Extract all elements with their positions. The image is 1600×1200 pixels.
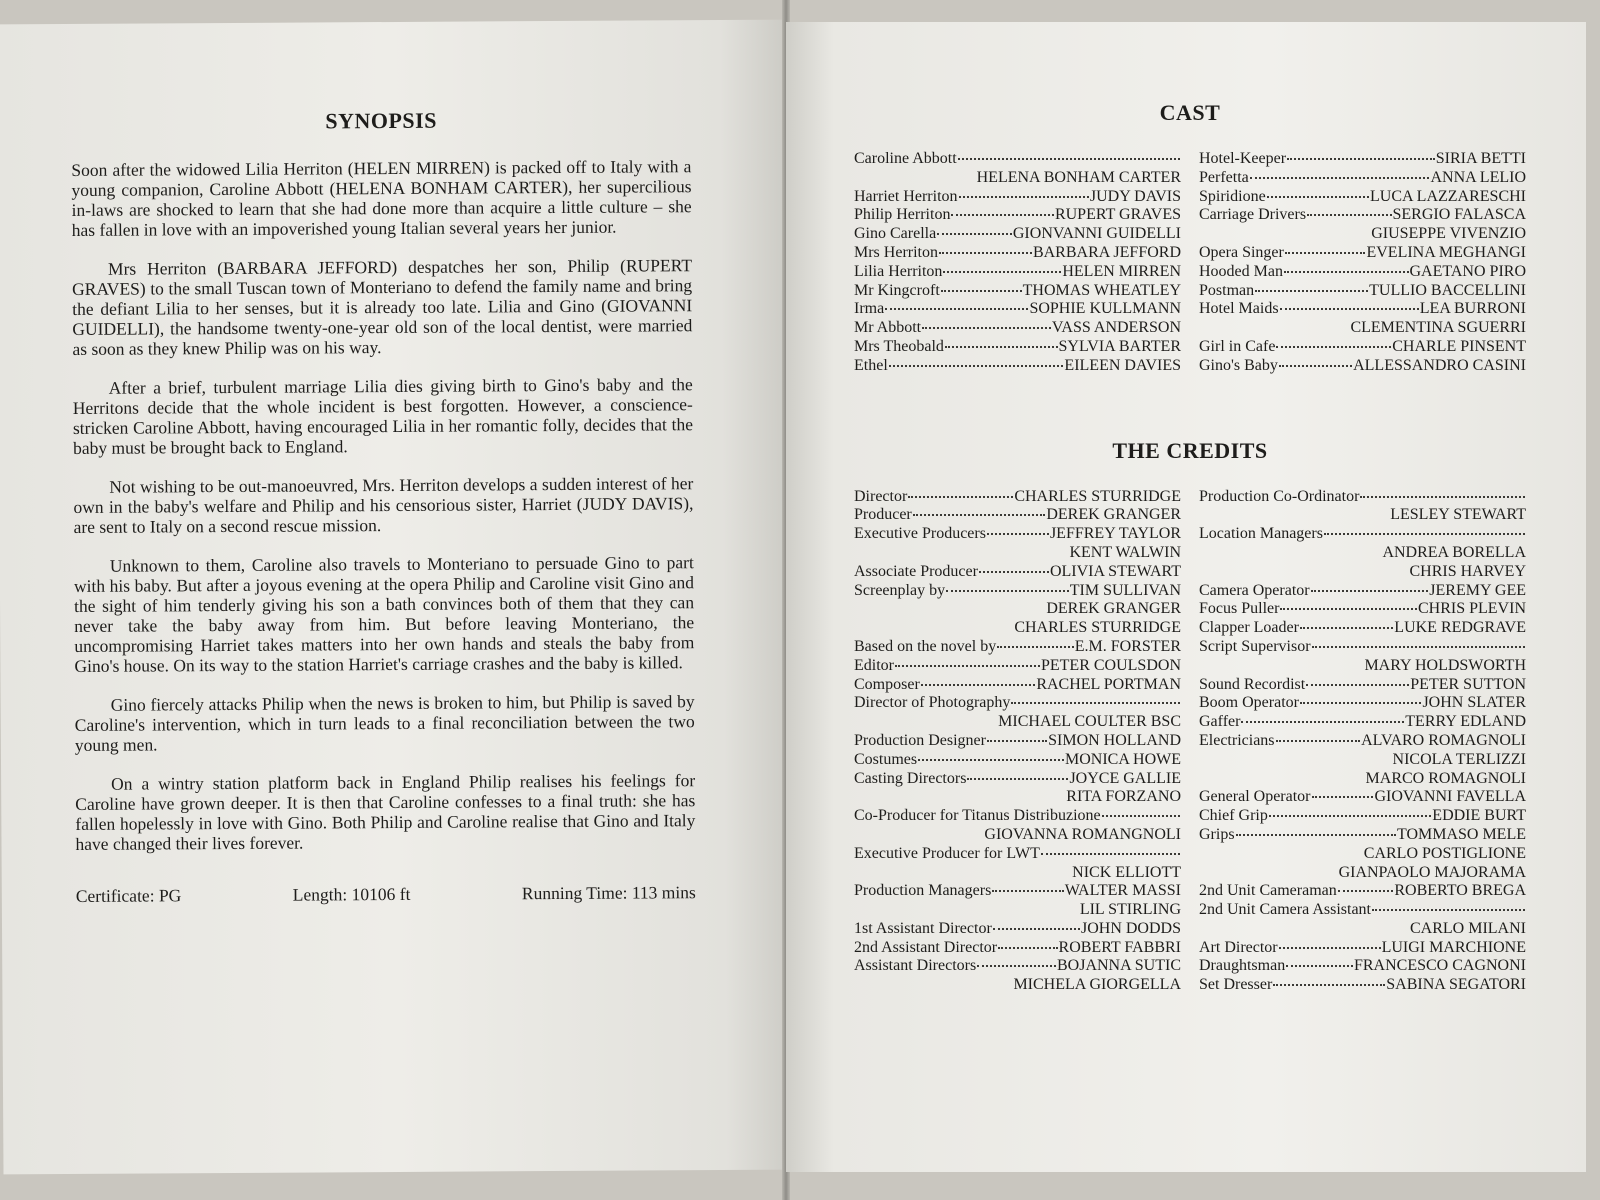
- dot-leader: [951, 213, 1054, 216]
- credit-row: [1199, 939, 1526, 958]
- credit-name: GIOVANNI FAVELLA: [1374, 788, 1526, 806]
- credit-role: Production Managers: [854, 882, 992, 900]
- credit-name: EILEEN DAVIES: [1064, 356, 1181, 374]
- credit-name: CHARLE PINSENT: [1392, 337, 1526, 355]
- credits-title: THE CREDITS: [1112, 437, 1268, 463]
- dot-leader: [885, 307, 1028, 310]
- dot-leader: [958, 157, 1180, 160]
- cast-column-left: [854, 150, 1181, 376]
- dot-leader: [977, 964, 1056, 967]
- dot-leader: [987, 739, 1047, 742]
- credit-role: Camera Operator: [1199, 581, 1310, 599]
- dot-leader: [1300, 701, 1421, 704]
- credit-name: SIRIA BETTI: [1435, 150, 1526, 167]
- credit-name: OLIVIA STEWART: [1049, 562, 1181, 580]
- credit-role: Gaffer: [1199, 713, 1241, 731]
- credit-name: ALVARO ROMAGNOLI: [1361, 731, 1526, 749]
- credit-role: Mr Kingcroft: [854, 281, 940, 299]
- dot-leader: [921, 683, 1036, 686]
- credit-name-continued: NICK ELLIOTT: [1072, 863, 1181, 881]
- credit-name: FRANCESCO CAGNONI: [1353, 957, 1526, 975]
- credit-name-continued: KENT WALWIN: [1069, 543, 1181, 561]
- dot-leader: [1372, 908, 1525, 911]
- credit-name: JOHN DODDS: [1080, 919, 1181, 937]
- dot-leader: [1267, 195, 1369, 198]
- synopsis-title: SYNOPSIS: [325, 107, 437, 134]
- credit-role: Draughtsman: [1199, 957, 1286, 975]
- credit-role: Gino's Baby: [1199, 356, 1278, 374]
- dot-leader: [1250, 176, 1430, 179]
- credit-row: [854, 732, 1181, 751]
- credit-role: Postman: [1199, 281, 1255, 299]
- credit-row: [1199, 206, 1526, 225]
- credit-row: [1199, 957, 1526, 976]
- credit-row: [1199, 638, 1526, 657]
- credit-name: WALTER MASSI: [1064, 882, 1181, 900]
- synopsis-paragraph: On a wintry station platform back in England Philip realises his feelings for Caroline have grown deeper. It is then that Caroline confesses to a final truth: she has fallen hopelessly in love with Gino. Both Philip and Caroline realise that Gino and Italy have changed their lives forever.: [75, 770, 696, 854]
- dot-leader: [959, 195, 1089, 198]
- dot-leader: [1284, 270, 1409, 273]
- credit-name-continued: GIOVANNA ROMANGNOLI: [984, 825, 1181, 843]
- credit-role: Associate Producer: [854, 562, 978, 580]
- credit-row: [854, 676, 1181, 695]
- dot-leader: [943, 270, 1061, 273]
- credit-name-continued: CHRIS HARVEY: [1409, 562, 1526, 580]
- dot-leader: [1236, 833, 1396, 836]
- credit-row: [854, 188, 1181, 207]
- dot-leader: [1276, 345, 1391, 348]
- credit-name: LUIGI MARCHIONE: [1381, 938, 1526, 956]
- credit-row: [854, 920, 1181, 939]
- dot-leader: [945, 345, 1058, 348]
- credit-role: Costumes: [854, 750, 918, 768]
- right-page: [786, 22, 1586, 1172]
- dot-leader: [939, 251, 1032, 254]
- dot-leader: [1276, 739, 1361, 742]
- credit-name-continued: DEREK GRANGER: [1046, 600, 1181, 618]
- credit-name-continued: MARCO ROMAGNOLI: [1365, 769, 1526, 787]
- dot-leader: [992, 889, 1063, 892]
- credit-row: [854, 506, 1181, 525]
- credit-row: [854, 282, 1181, 301]
- film-details: [76, 882, 696, 907]
- credit-row: [854, 694, 1181, 713]
- credit-name: PETER COULSDON: [1040, 656, 1181, 674]
- synopsis-paragraph: Unknown to them, Caroline also travels to Monteriano to persuade Gino to part with his baby. But after a joyous evening at the opera Philip and Caroline visit Gino and the sight of him tenderly giving his son a bath convinces both of them that they can never take the baby away from him. But before leaving Monteriano, the uncompromising Harriet takes matters into her own hands and steals the baby from Gino's house. On its way to the station Harriet's carriage crashes and the baby is killed.: [73, 552, 695, 676]
- credit-name-continued: CHARLES STURRIDGE: [1014, 619, 1181, 637]
- credit-name: SERGIO FALASCA: [1392, 206, 1526, 224]
- dot-leader: [1324, 532, 1525, 535]
- credit-name: MONICA HOWE: [1065, 750, 1181, 768]
- dot-leader: [993, 927, 1080, 930]
- credit-role: Grips: [1199, 825, 1235, 843]
- credit-name-continued: LIL STIRLING: [1079, 901, 1181, 919]
- credit-row: [1199, 244, 1526, 263]
- credit-role: Mr Abbott: [854, 319, 922, 337]
- credit-row: [854, 807, 1181, 826]
- certificate: Certificate: PG: [75, 885, 182, 906]
- credit-role: 2nd Unit Camera Assistant: [1199, 901, 1371, 919]
- credit-role: Editor: [854, 656, 894, 674]
- credit-role: Composer: [854, 675, 920, 693]
- credit-name: TOMMASO MELE: [1396, 825, 1526, 843]
- credit-row: [1199, 713, 1526, 732]
- credit-name: ROBERT FABBRI: [1058, 938, 1181, 956]
- credit-name-continued: MICHAEL COULTER BSC: [998, 713, 1181, 731]
- credit-row: [854, 638, 1181, 657]
- credits-list: [854, 488, 1526, 996]
- credit-row: [854, 300, 1181, 319]
- credit-role: Chief Grip: [1199, 807, 1268, 825]
- credit-row: [1199, 150, 1526, 169]
- dot-leader: [1338, 889, 1394, 892]
- credit-name: LEA BURRONI: [1419, 300, 1526, 318]
- dot-leader: [1102, 814, 1180, 817]
- dot-leader: [1241, 720, 1404, 723]
- credit-row: [854, 957, 1181, 976]
- credit-role: Production Designer: [854, 731, 986, 749]
- dot-leader: [908, 495, 1013, 498]
- dot-leader: [1280, 307, 1419, 310]
- credit-name: RACHEL PORTMAN: [1036, 675, 1181, 693]
- dot-leader: [1280, 607, 1417, 610]
- credit-row: [854, 244, 1181, 263]
- credit-role: Script Supervisor: [1199, 637, 1311, 655]
- credit-row: [1199, 976, 1526, 995]
- credit-role: Co-Producer for Titanus Distribuzione: [854, 807, 1101, 825]
- credit-row: [1199, 582, 1526, 601]
- credit-role: Screenplay by: [854, 581, 946, 599]
- credit-row: [854, 150, 1181, 169]
- credit-name: JOYCE GALLIE: [1069, 769, 1181, 787]
- dot-leader: [997, 645, 1074, 648]
- dot-leader: [987, 532, 1049, 535]
- credit-row: [854, 319, 1181, 338]
- credit-row: [854, 882, 1181, 901]
- dot-leader: [1307, 213, 1391, 216]
- credit-role: Producer: [854, 506, 912, 524]
- credit-role: Spiridione: [1199, 187, 1266, 205]
- synopsis-paragraph: Mrs Herriton (BARBARA JEFFORD) despatches her son, Philip (RUPERT GRAVES) to the small Tuscan town of Monteriano to defend the family name and bring the defiant Lilia to her senses, but it is already too late. Lilia and Gino (GIOVANNI GUIDELLI), the handsome twenty-one-year old son of the local dentist, were married as soon as they knew Philip was on his way.: [72, 255, 693, 359]
- credit-row: [1199, 169, 1526, 188]
- credit-row: [1199, 788, 1526, 807]
- credit-row: [1199, 282, 1526, 301]
- synopsis-paragraph: Not wishing to be out-manoeuvred, Mrs. Herriton develops a sudden interest of her own in the baby's welfare and Philip and his censorious sister, Harriet (JUDY DAVIS), are sent to Italy on a second rescue mission.: [73, 473, 694, 537]
- synopsis-paragraph: After a brief, turbulent marriage Lilia dies giving birth to Gino's baby and the Herritons decide that the whole incident is best forgotten. However, a conscience-stricken Caroline Abbott, having encouraged Lilia in her romantic folly, decides that the baby must be brought back to England.: [72, 374, 694, 458]
- credit-role: 2nd Assistant Director: [854, 938, 998, 956]
- credit-name: LUCA LAZZARESCHI: [1370, 187, 1526, 205]
- credit-row: [854, 357, 1181, 376]
- credit-name: JUDY DAVIS: [1089, 187, 1181, 205]
- credit-name: SOPHIE KULLMANN: [1029, 300, 1181, 318]
- dot-leader: [1285, 251, 1366, 254]
- credit-row: [1199, 694, 1526, 713]
- credit-name: SABINA SEGATORI: [1386, 976, 1526, 994]
- credit-row: [1199, 807, 1526, 826]
- credit-name: THOMAS WHEATLEY: [1022, 281, 1181, 299]
- credit-name: BARBARA JEFFORD: [1032, 243, 1181, 261]
- credit-row: [854, 845, 1181, 864]
- credit-name: LUKE REDGRAVE: [1394, 619, 1526, 637]
- credit-row: [854, 751, 1181, 770]
- dot-leader: [918, 758, 1064, 761]
- cast-list: [854, 150, 1526, 376]
- left-page: [0, 20, 790, 1175]
- synopsis-paragraph: Soon after the widowed Lilia Herriton (HELEN MIRREN) is packed off to Italy with a young companion, Caroline Abbott (HELENA BONHAM CARTER), her supercilious in-laws are shocked to learn that she had done more than acquire a little culture – she has fallen in love with an impoverished young Italian several years her junior.: [71, 156, 692, 240]
- credit-role: Director: [854, 487, 908, 505]
- credit-name: CHRIS PLEVIN: [1417, 600, 1526, 618]
- credit-name: PETER SUTTON: [1410, 675, 1526, 693]
- credit-role: Caroline Abbott: [854, 150, 957, 167]
- credit-name: TERRY EDLAND: [1405, 713, 1526, 731]
- dot-leader: [913, 513, 1046, 516]
- dot-leader: [1306, 683, 1409, 686]
- dot-leader: [1311, 589, 1429, 592]
- dot-leader: [1279, 946, 1381, 949]
- dot-leader: [922, 326, 1051, 329]
- credit-name-continued: GIUSEPPE VIVENZIO: [1371, 225, 1526, 243]
- dot-leader: [998, 946, 1057, 949]
- dot-leader: [889, 364, 1064, 367]
- credit-name-continued: MARY HOLDSWORTH: [1364, 656, 1526, 674]
- credit-name: JEFFREY TAYLOR: [1049, 525, 1181, 543]
- dot-leader: [1273, 983, 1385, 986]
- dot-leader: [1011, 701, 1180, 704]
- credit-role: Girl in Cafe: [1199, 337, 1276, 355]
- credit-name-continued: MICHELA GIORGELLA: [1013, 976, 1181, 994]
- credit-name-continued: ANDREA BORELLA: [1382, 543, 1526, 561]
- dot-leader: [946, 589, 1069, 592]
- credit-row: [854, 488, 1181, 507]
- credit-row: [1199, 188, 1526, 207]
- dot-leader: [937, 232, 1012, 235]
- credit-name: CHARLES STURRIDGE: [1014, 487, 1181, 505]
- credit-name-continued: NICOLA TERLIZZI: [1392, 750, 1526, 768]
- credit-name: SIMON HOLLAND: [1048, 731, 1181, 749]
- credit-name: JOHN SLATER: [1422, 694, 1526, 712]
- credit-role: Executive Producer for LWT: [854, 844, 1040, 862]
- credit-name: BOJANNA SUTIC: [1056, 957, 1181, 975]
- dot-leader: [941, 289, 1022, 292]
- credit-role: Executive Producers: [854, 525, 986, 543]
- length: Length: 10106 ft: [292, 883, 411, 905]
- credit-row: [1199, 600, 1526, 619]
- dot-leader: [1287, 157, 1435, 160]
- dot-leader: [967, 777, 1068, 780]
- dot-leader: [1041, 852, 1180, 855]
- credit-name-continued: GIANPAOLO MAJORAMA: [1338, 863, 1526, 881]
- credit-role: Opera Singer: [1199, 243, 1284, 261]
- dot-leader: [1255, 289, 1368, 292]
- credit-row: [854, 770, 1181, 789]
- credit-role: Casting Directors: [854, 769, 967, 787]
- credit-role: Set Dresser: [1199, 976, 1273, 994]
- credit-role: Ethel: [854, 356, 888, 374]
- credit-row: [1199, 882, 1526, 901]
- credit-role: Electricians: [1199, 731, 1275, 749]
- cast-title: CAST: [1159, 100, 1221, 125]
- credit-role: Hotel Maids: [1199, 300, 1279, 318]
- credit-role: Hotel-Keeper: [1199, 150, 1287, 167]
- credits-column-left: [854, 488, 1181, 996]
- credit-row: [1199, 488, 1526, 507]
- credit-name-continued: CARLO POSTIGLIONE: [1363, 844, 1526, 862]
- credit-name: ALLESSANDRO CASINI: [1353, 356, 1526, 374]
- running-time: Running Time: 113 mins: [521, 882, 696, 904]
- credit-role: Based on the novel by: [854, 637, 997, 655]
- dot-leader: [1312, 645, 1525, 648]
- credit-role: 1st Assistant Director: [854, 919, 992, 937]
- dot-leader: [1269, 814, 1431, 817]
- credit-row: [1199, 300, 1526, 319]
- credit-name: DEREK GRANGER: [1046, 506, 1181, 524]
- dot-leader: [1279, 364, 1352, 367]
- credit-role: Gino Carella: [854, 225, 937, 243]
- credit-role: Irma: [854, 300, 885, 318]
- credit-name: JEREMY GEE: [1429, 581, 1526, 599]
- credit-name: VASS ANDERSON: [1051, 319, 1181, 337]
- credit-row: [1199, 357, 1526, 376]
- credit-role: Clapper Loader: [1199, 619, 1299, 637]
- credit-role: Focus Puller: [1199, 600, 1280, 618]
- credit-name: ROBERTO BREGA: [1394, 882, 1526, 900]
- credit-role: Location Managers: [1199, 525, 1323, 543]
- credit-name: SYLVIA BARTER: [1058, 337, 1181, 355]
- credit-name: GAETANO PIRO: [1409, 262, 1526, 280]
- credit-name: EDDIE BURT: [1432, 807, 1526, 825]
- synopsis-body: [71, 156, 695, 854]
- credit-role: Art Director: [1199, 938, 1278, 956]
- credit-row: [1199, 901, 1526, 920]
- dot-leader: [1286, 964, 1353, 967]
- credit-row: [854, 582, 1181, 601]
- credit-row: [854, 525, 1181, 544]
- credit-role: Mrs Theobald: [854, 337, 944, 355]
- credit-row: [1199, 826, 1526, 845]
- cast-column-right: [1199, 150, 1526, 376]
- dot-leader: [1300, 626, 1393, 629]
- credit-role: Boom Operator: [1199, 694, 1299, 712]
- dot-leader: [1360, 495, 1525, 498]
- credit-row: [854, 225, 1181, 244]
- credit-role: Director of Photography: [854, 694, 1011, 712]
- credit-name-continued: CLEMENTINA SGUERRI: [1350, 319, 1526, 337]
- credit-role: Mrs Herriton: [854, 243, 938, 261]
- credit-name: TULLIO BACCELLINI: [1369, 281, 1526, 299]
- credit-role: Carriage Drivers: [1199, 206, 1307, 224]
- credit-row: [854, 263, 1181, 282]
- credit-row: [1199, 263, 1526, 282]
- credit-row: [1199, 619, 1526, 638]
- credit-row: [854, 563, 1181, 582]
- dot-leader: [979, 570, 1049, 573]
- credit-role: General Operator: [1199, 788, 1311, 806]
- credit-role: Assistant Directors: [854, 957, 977, 975]
- credits-column-right: [1199, 488, 1526, 996]
- credit-role: Hooded Man: [1199, 262, 1283, 280]
- credit-row: [854, 206, 1181, 225]
- credit-name: GIONVANNI GUIDELLI: [1012, 225, 1181, 243]
- credit-role: Harriet Herriton: [854, 187, 958, 205]
- credit-row: [1199, 732, 1526, 751]
- credit-name: EVELINA MEGHANGI: [1366, 243, 1526, 261]
- dot-leader: [1312, 795, 1374, 798]
- synopsis-paragraph: Gino fiercely attacks Philip when the news is broken to him, but Philip is saved by Caroline's intervention, which in turn leads to a final reconciliation between the two young men.: [74, 691, 695, 755]
- credit-role: Sound Recordist: [1199, 675, 1306, 693]
- credit-row: [854, 939, 1181, 958]
- credit-name-continued: CARLO MILANI: [1410, 919, 1526, 937]
- credit-name-continued: RITA FORZANO: [1066, 788, 1181, 806]
- credit-name: RUPERT GRAVES: [1054, 206, 1181, 224]
- credit-role: Philip Herriton: [854, 206, 951, 224]
- credit-role: Production Co-Ordinator: [1199, 487, 1360, 505]
- credit-name: TIM SULLIVAN: [1069, 581, 1181, 599]
- credit-role: 2nd Unit Cameraman: [1199, 882, 1337, 900]
- credit-name: E.M. FORSTER: [1074, 637, 1181, 655]
- credit-name: HELEN MIRREN: [1062, 262, 1181, 280]
- credit-row: [1199, 525, 1526, 544]
- credit-row: [854, 657, 1181, 676]
- credit-role: Perfetta: [1199, 168, 1249, 186]
- credit-row: [1199, 676, 1526, 695]
- dot-leader: [895, 664, 1040, 667]
- credit-role: Lilia Herriton: [854, 262, 943, 280]
- credit-name-continued: HELENA BONHAM CARTER: [976, 168, 1181, 186]
- credit-row: [854, 338, 1181, 357]
- credit-name: ANNA LELIO: [1430, 168, 1526, 186]
- credit-row: [1199, 338, 1526, 357]
- credit-name-continued: LESLEY STEWART: [1390, 506, 1526, 524]
